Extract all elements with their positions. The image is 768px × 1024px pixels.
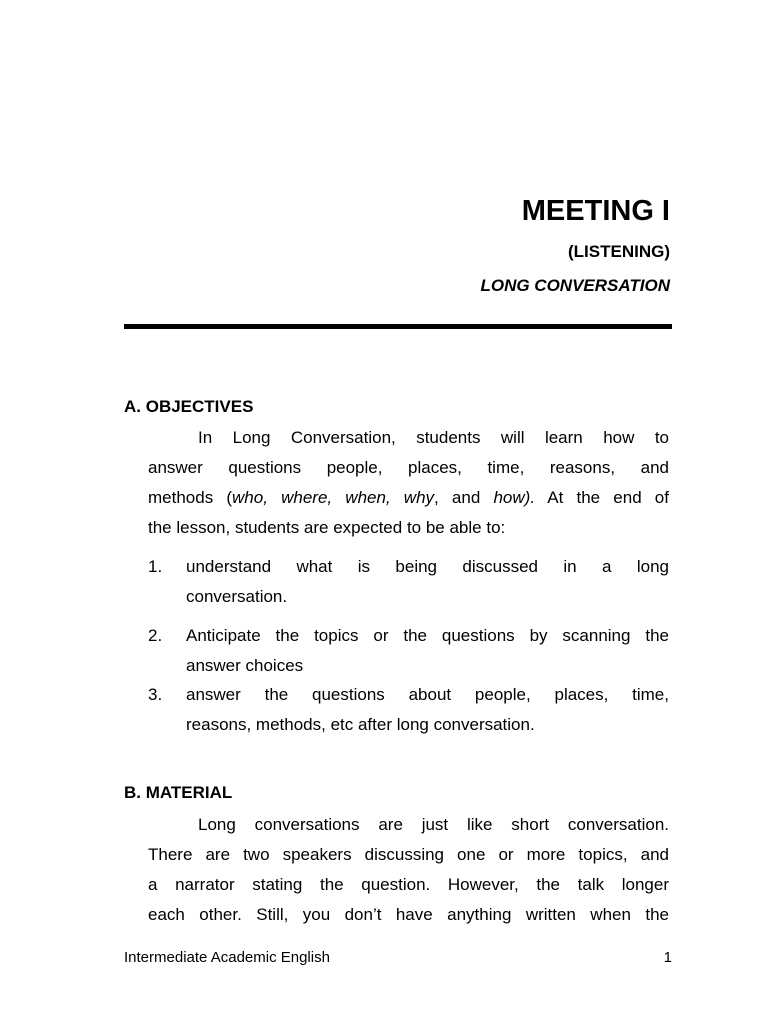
list-number-3: 3. (148, 685, 163, 704)
footer-course-title: Intermediate Academic English (124, 949, 330, 966)
list-number-1: 1. (148, 557, 163, 576)
page-title: MEETING I (521, 195, 670, 227)
title-divider (124, 324, 672, 329)
material-line-2: There are two speakers discussing one or more topics, and (148, 845, 669, 864)
objectives-heading: A. OBJECTIVES (124, 397, 254, 416)
material-paragraph (148, 810, 669, 930)
intro-line-2: answer questions people, places, time, reasons, and (148, 458, 669, 477)
intro-line-3: methods (who, where, when, why, and how). At the end of (148, 488, 669, 507)
material-line-4: each other. Still, you don’t have anything written when the (148, 905, 669, 924)
section-subtitle: (LISTENING) (568, 242, 670, 261)
page-number: 1 (663, 949, 672, 966)
material-heading: B. MATERIAL (124, 783, 233, 802)
material-line-1: Long conversations are just like short conversation. (198, 815, 669, 834)
intro-line-1: In Long Conversation, students will learn how to (198, 428, 669, 447)
list-item-2: Anticipate the topics or the questions by scanning the answer choices (186, 626, 669, 675)
list-item-1: understand what is being discussed in a long conversation. (186, 557, 669, 606)
list-item-3: answer the questions about people, places, time, reasons, methods, etc after long conversation. (186, 685, 669, 734)
material-line-3: a narrator stating the question. However, the talk longer (148, 875, 669, 894)
topic-title: LONG CONVERSATION (480, 276, 670, 295)
intro-line-4: the lesson, students are expected to be able to: (148, 518, 506, 537)
objectives-intro (148, 423, 669, 543)
list-number-2: 2. (148, 626, 163, 645)
